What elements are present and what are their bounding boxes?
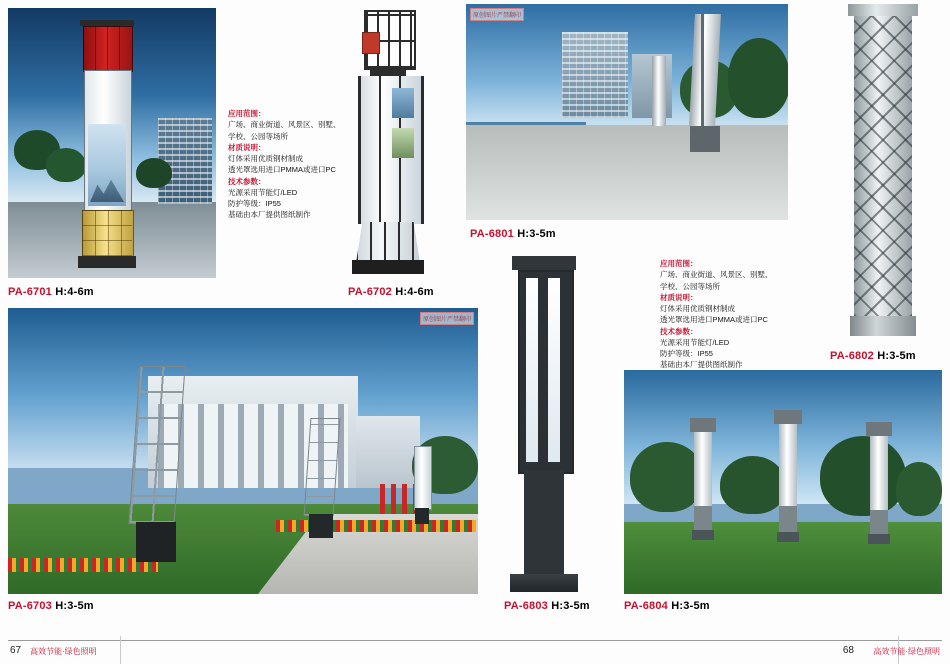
- spec-scope-line-1: 广场、商业街道、风景区、别墅、: [228, 120, 341, 130]
- spec-scope-title: 应用范围：: [228, 109, 266, 118]
- spec-material-line-2: 透光罩选用进口PMMA或进口PC: [228, 165, 336, 175]
- spec-tech-line-2: 防护等级：IP55: [228, 199, 281, 208]
- lamp-pole-pa-6803: [508, 256, 580, 596]
- product-cutout-pa-6803: [492, 250, 602, 600]
- spec-tech-line-3: 基础由本厂提供图纸制作: [660, 360, 743, 370]
- caption-pa-6803: PA-6803 H:3-5m: [504, 600, 590, 612]
- lamp-pole-pa-6703-far: [412, 446, 432, 524]
- caption-pa-6801: PA-6801 H:3-5m: [470, 228, 556, 240]
- footer-divider: [8, 640, 942, 641]
- lamp-pole-pa-6701: [74, 20, 140, 268]
- spec-scope-title: 应用范围：: [660, 259, 698, 268]
- spec-tech-title: 技术参数：: [228, 176, 266, 186]
- tree: [728, 38, 788, 118]
- caption-pa-6804: PA-6804 H:3-5m: [624, 600, 710, 612]
- caption-pa-6703: PA-6703 H:3-5m: [8, 600, 94, 612]
- caption-pa-6702: PA-6702 H:4-6m: [348, 286, 434, 298]
- spec-scope-line-1: 广场、商业街道、风景区、别墅、: [660, 270, 773, 280]
- promenade-pavement: [466, 125, 788, 220]
- caption-pa-6701: PA-6701 H:4-6m: [8, 286, 94, 298]
- footer-note-right: 高效节能·绿色照明: [873, 647, 940, 656]
- watermark-pa-6801: 原创图片严禁翻印: [470, 8, 524, 21]
- spec-tech-line-2: 防护等级：IP55: [660, 349, 713, 358]
- lamp-pole-distant: [652, 56, 666, 126]
- product-photo-pa-6804: [624, 370, 942, 594]
- spec-material-title: 材质说明：: [660, 292, 698, 302]
- spec-scope-line-2: 学校、公园等场所: [660, 281, 720, 291]
- spec-material-line-1: 灯体采用优质钢材制成: [660, 304, 735, 313]
- lamp-pole-pa-6702: [350, 10, 426, 278]
- lamp-pole-pa-6703-front: [128, 366, 184, 562]
- lamp-pole-pa-6804-c: [862, 422, 896, 546]
- spec-material-line-1: 灯体采用优质钢材制成: [228, 154, 303, 163]
- product-photo-pa-6703: [8, 308, 478, 594]
- lamp-pole-pa-6804-a: [686, 418, 720, 542]
- lamp-pole-pa-6802: [846, 4, 920, 340]
- caption-pa-6802: PA-6802 H:3-5m: [830, 350, 916, 362]
- spec-scope-line-2: 学校、公园等场所: [228, 131, 288, 141]
- spec-block-right: [660, 258, 780, 371]
- spec-material-line-2: 透光罩选用进口PMMA或进口PC: [660, 315, 768, 325]
- spec-tech-line-3: 基础由本厂提供图纸制作: [228, 210, 311, 220]
- lamp-pole-pa-6804-b: [770, 410, 806, 544]
- lamp-pole-pa-6703-mid: [304, 418, 338, 538]
- watermark-pa-6703: 原创图片严禁翻印: [420, 312, 474, 325]
- building-windows: [562, 32, 628, 118]
- spec-material-title: 材质说明：: [228, 142, 266, 152]
- product-photo-pa-6801: [466, 4, 788, 220]
- product-cutout-pa-6802: [830, 0, 946, 348]
- spec-tech-line-1: 光源采用节能灯/LED: [660, 337, 730, 347]
- page-number-right: 68: [842, 645, 854, 656]
- gutter-mark-left: [120, 636, 121, 664]
- side-wing: [356, 416, 420, 488]
- footer-note-left: 高效节能·绿色照明: [30, 647, 97, 656]
- palm-tree: [136, 158, 172, 188]
- product-cutout-pa-6702: [330, 4, 450, 282]
- spec-tech-line-1: 光源采用节能灯/LED: [228, 187, 298, 197]
- product-photo-pa-6701: [8, 8, 216, 278]
- page-number-left: 67: [10, 645, 22, 656]
- tree: [896, 462, 942, 516]
- spec-tech-title: 技术参数：: [660, 326, 698, 336]
- lamp-pole-pa-6801: [688, 14, 722, 154]
